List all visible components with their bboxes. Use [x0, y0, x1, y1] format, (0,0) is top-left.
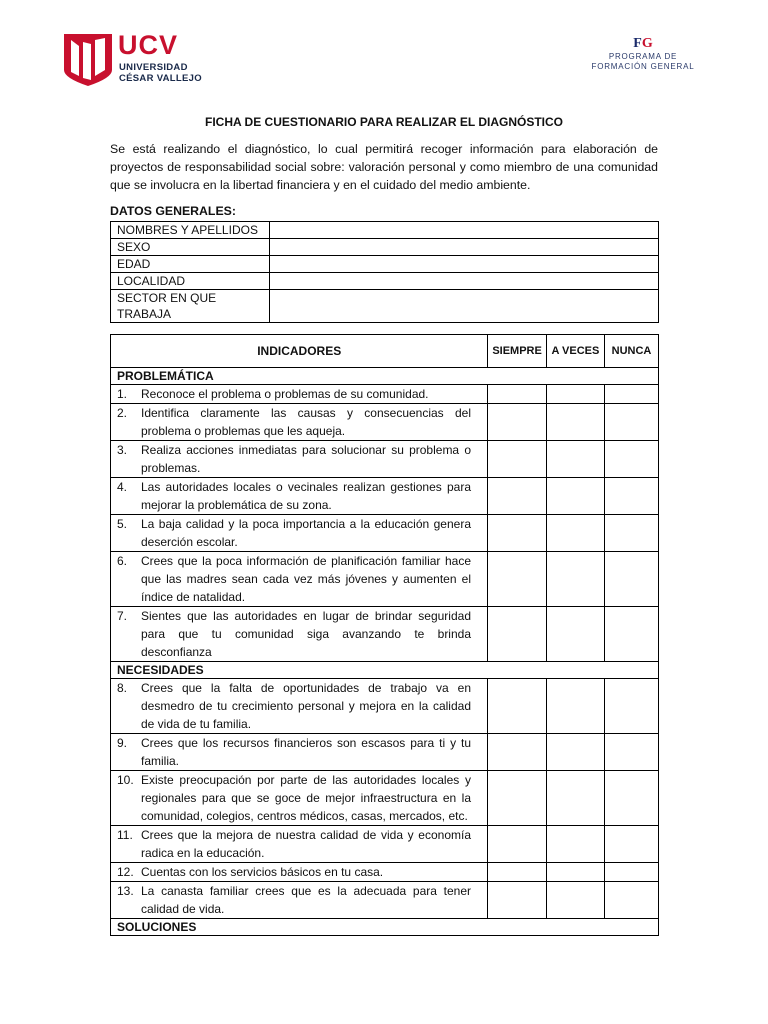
answer-nunca-cell[interactable]	[605, 734, 659, 771]
question-row	[111, 441, 659, 478]
answer-nunca-cell[interactable]	[605, 826, 659, 863]
answer-siempre-cell[interactable]	[488, 863, 546, 882]
question-row	[111, 478, 659, 515]
question-number: 10.	[117, 773, 134, 787]
question-number: 13.	[117, 884, 134, 898]
general-row	[111, 273, 659, 290]
question-row	[111, 679, 659, 734]
question-number: 2.	[117, 406, 128, 420]
answer-nunca-cell[interactable]	[605, 552, 659, 607]
question-text: Crees que la mejora de nuestra calidad de vida y economía radica en la educación.	[141, 828, 471, 860]
general-heading: DATOS GENERALES:	[110, 204, 236, 218]
answer-a-veces-cell[interactable]	[546, 882, 604, 919]
answer-nunca-cell[interactable]	[605, 441, 659, 478]
answer-siempre-cell[interactable]	[488, 385, 546, 404]
answer-a-veces-cell[interactable]	[546, 863, 604, 882]
general-field-label: SECTOR EN QUE TRABAJA	[111, 290, 270, 323]
question-text: Existe preocupación por parte de las autoridades locales y regionales para que se goce de mejor infraestructura en la comunidad, colegios, centros médicos, casas, mercados, etc.	[141, 773, 471, 823]
question-row	[111, 734, 659, 771]
section-title: NECESIDADES	[111, 662, 659, 679]
answer-siempre-cell[interactable]	[488, 826, 546, 863]
answer-siempre-cell[interactable]	[488, 679, 546, 734]
general-row	[111, 239, 659, 256]
answer-nunca-cell[interactable]	[605, 882, 659, 919]
question-number: 6.	[117, 554, 128, 568]
question-number: 8.	[117, 681, 128, 695]
answer-nunca-cell[interactable]	[605, 607, 659, 662]
question-number: 9.	[117, 736, 128, 750]
section-row	[111, 662, 659, 679]
university-line-2: CÉSAR VALLEJO	[119, 73, 202, 84]
general-field-label: SEXO	[111, 239, 270, 256]
question-row	[111, 404, 659, 441]
question-cell	[111, 441, 488, 478]
answer-a-veces-cell[interactable]	[546, 515, 604, 552]
answer-a-veces-cell[interactable]	[546, 679, 604, 734]
question-cell	[111, 882, 488, 919]
program-badge	[588, 36, 698, 72]
question-number: 11.	[117, 828, 133, 842]
question-number: 3.	[117, 443, 128, 457]
question-cell	[111, 826, 488, 863]
answer-siempre-cell[interactable]	[488, 734, 546, 771]
question-number: 5.	[117, 517, 128, 531]
question-text: Cuentas con los servicios básicos en tu casa.	[141, 865, 384, 879]
indicators-header-row	[111, 335, 659, 368]
general-row	[111, 290, 659, 323]
question-cell	[111, 863, 488, 882]
logo-text: UCV	[118, 30, 179, 60]
general-row	[111, 256, 659, 273]
question-text: Realiza acciones inmediatas para solucionar su problema o problemas.	[141, 443, 471, 475]
answer-nunca-cell[interactable]	[605, 404, 659, 441]
question-number: 12.	[117, 865, 134, 879]
answer-nunca-cell[interactable]	[605, 771, 659, 826]
answer-siempre-cell[interactable]	[488, 882, 546, 919]
answer-a-veces-cell[interactable]	[546, 826, 604, 863]
answer-siempre-cell[interactable]	[488, 552, 546, 607]
question-cell	[111, 552, 488, 607]
question-row	[111, 882, 659, 919]
program-line-1: PROGRAMA DE	[608, 52, 678, 61]
question-row	[111, 515, 659, 552]
question-row	[111, 552, 659, 607]
question-number: 4.	[117, 480, 128, 494]
question-row	[111, 826, 659, 863]
general-row	[111, 222, 659, 239]
question-text: Crees que los recursos financieros son escasos para ti y tu familia.	[141, 736, 471, 768]
general-field-value[interactable]	[270, 222, 659, 239]
general-field-value[interactable]	[270, 256, 659, 273]
question-number: 7.	[117, 609, 128, 623]
answer-nunca-cell[interactable]	[605, 478, 659, 515]
indicators-table	[110, 334, 659, 936]
general-field-label: NOMBRES Y APELLIDOS	[111, 222, 270, 239]
question-row	[111, 771, 659, 826]
answer-nunca-cell[interactable]	[605, 515, 659, 552]
answer-siempre-cell[interactable]	[488, 771, 546, 826]
general-field-value[interactable]	[270, 239, 659, 256]
question-cell	[111, 385, 488, 404]
general-field-value[interactable]	[270, 273, 659, 290]
university-line-1: UNIVERSIDAD	[119, 62, 188, 73]
answer-a-veces-cell[interactable]	[546, 734, 604, 771]
question-row	[111, 385, 659, 404]
general-field-label: LOCALIDAD	[111, 273, 270, 290]
ucv-shield-icon	[62, 32, 114, 86]
ucv-logo	[62, 32, 202, 88]
question-text: Reconoce el problema o problemas de su comunidad.	[141, 387, 429, 401]
question-text: Sientes que las autoridades en lugar de brindar seguridad para que tu comunidad siga avanzando te brinda desconfianza	[141, 609, 471, 659]
answer-siempre-cell[interactable]	[488, 515, 546, 552]
question-cell	[111, 404, 488, 441]
question-row	[111, 607, 659, 662]
answer-siempre-cell[interactable]	[488, 478, 546, 515]
answer-a-veces-cell[interactable]	[546, 404, 604, 441]
answer-a-veces-cell[interactable]	[546, 478, 604, 515]
intro-paragraph: Se está realizando el diagnóstico, lo cual permitirá recoger información para elaboración de proyectos de responsabilidad social sobre: valoración personal y como miembro de una comunidad que se involucra en la libertad financiera y en el cuidado del medio ambiente.	[110, 142, 658, 192]
page-title: FICHA DE CUESTIONARIO PARA REALIZAR EL DIAGNÓSTICO	[204, 115, 563, 129]
answer-a-veces-cell[interactable]	[546, 441, 604, 478]
answer-a-veces-cell[interactable]	[546, 552, 604, 607]
question-cell	[111, 771, 488, 826]
general-field-value[interactable]	[270, 290, 659, 323]
section-row	[111, 368, 659, 385]
question-text: La canasta familiar crees que es la adecuada para tener calidad de vida.	[141, 884, 471, 916]
question-number: 1.	[117, 387, 128, 401]
question-cell	[111, 607, 488, 662]
header-a-veces: A VECES	[546, 335, 604, 368]
question-text: Crees que la poca información de planificación familiar hace que las madres sean cada vez más jóvenes y aumenten el índice de natalidad.	[141, 554, 471, 604]
question-text: Crees que la falta de oportunidades de trabajo va en desmedro de tu crecimiento personal y mejora en la calidad de vida de tu familia.	[141, 681, 471, 731]
program-line-2: FORMACIÓN GENERAL	[591, 62, 695, 71]
question-text: Las autoridades locales o vecinales realizan gestiones para mejorar la problemática de su zona.	[141, 480, 471, 512]
answer-a-veces-cell[interactable]	[546, 385, 604, 404]
section-title: PROBLEMÁTICA	[111, 368, 659, 385]
question-cell	[111, 679, 488, 734]
question-cell	[111, 734, 488, 771]
fg-mark: FG	[633, 36, 653, 51]
answer-a-veces-cell[interactable]	[546, 771, 604, 826]
answer-siempre-cell[interactable]	[488, 607, 546, 662]
question-row	[111, 863, 659, 882]
question-text: Identifica claramente las causas y consecuencias del problema o problemas que les aqueja.	[141, 406, 471, 438]
header-indicadores: INDICADORES	[111, 335, 488, 368]
answer-a-veces-cell[interactable]	[546, 607, 604, 662]
general-data-table	[110, 221, 659, 323]
answer-nunca-cell[interactable]	[605, 385, 659, 404]
answer-siempre-cell[interactable]	[488, 441, 546, 478]
answer-siempre-cell[interactable]	[488, 404, 546, 441]
question-cell	[111, 515, 488, 552]
section-row	[111, 919, 659, 936]
question-text: La baja calidad y la poca importancia a la educación genera deserción escolar.	[141, 517, 471, 549]
answer-nunca-cell[interactable]	[605, 863, 659, 882]
question-cell	[111, 478, 488, 515]
general-field-label: EDAD	[111, 256, 270, 273]
section-title: SOLUCIONES	[111, 919, 659, 936]
header-nunca: NUNCA	[605, 335, 659, 368]
header-siempre: SIEMPRE	[488, 335, 546, 368]
answer-nunca-cell[interactable]	[605, 679, 659, 734]
